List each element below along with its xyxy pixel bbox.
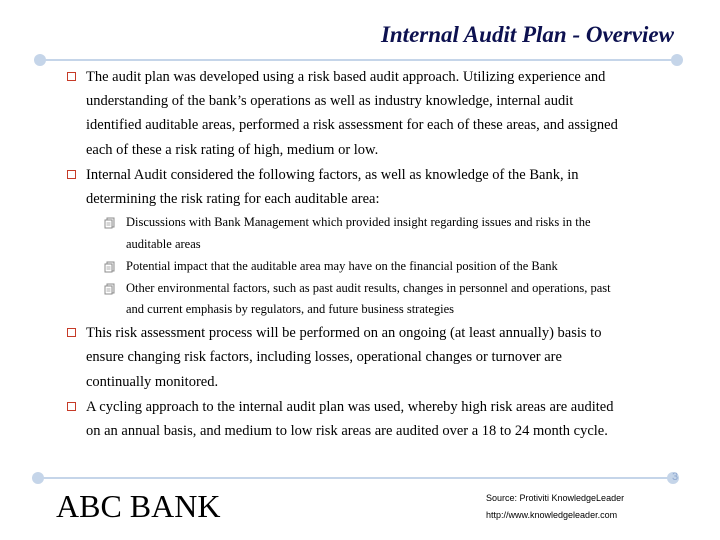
bullet-item <box>64 321 624 394</box>
bullet-item <box>64 163 624 211</box>
sub-bullet-item <box>64 212 624 256</box>
bullet-item <box>64 65 624 162</box>
square-bullet-icon <box>67 402 76 411</box>
square-bullet-icon <box>67 328 76 337</box>
bullet-item <box>64 395 624 443</box>
bottom-divider <box>38 477 670 479</box>
top-left-dot <box>34 54 46 66</box>
top-divider <box>40 59 676 61</box>
document-bullet-icon <box>104 283 116 295</box>
sub-bullet-item <box>64 278 624 322</box>
bullet-text: The audit plan was developed using a risk based audit approach. Utilizing experience and understanding of the bank’s operations as well as industry knowledge, internal audit identified auditable areas, performed a risk assessment for each of these areas, and assigned each of these a risk rating of high, medium or low. <box>86 69 618 158</box>
bullet-text: A cycling approach to the internal audit plan was used, whereby high risk areas are audited on an annual basis, and medium to low risk areas are audited over a 18 to 24 month cycle. <box>86 398 614 440</box>
source-url: http://www.knowledgeleader.com <box>486 510 618 520</box>
slide-title: Internal Audit Plan - Overview <box>380 22 674 47</box>
square-bullet-icon <box>67 170 76 179</box>
bullet-text: Internal Audit considered the following factors, as well as knowledge of the Bank, in determining the risk rating for each auditable area: <box>86 166 579 208</box>
bottom-left-dot <box>32 472 44 484</box>
sub-bullet-text: Discussions with Bank Management which provided insight regarding issues and risks in the auditable areas <box>126 215 591 252</box>
sub-bullet-text: Potential impact that the auditable area may have on the financial position of the Bank <box>126 258 558 273</box>
source-note: Source: Protiviti KnowledgeLeader <box>486 493 625 503</box>
document-bullet-icon <box>104 217 116 229</box>
top-right-dot <box>671 54 683 66</box>
page-number: 3 <box>672 471 679 483</box>
bullet-list <box>64 65 624 444</box>
bullet-text: This risk assessment process will be performed on an ongoing (at least annually) basis to ensure changing risk factors, including losses, operational changes or turnover are continually monitored. <box>86 325 602 390</box>
sub-bullet-item <box>64 256 624 278</box>
square-bullet-icon <box>67 72 76 81</box>
bank-name: ABC BANK <box>56 488 221 524</box>
document-bullet-icon <box>104 261 116 273</box>
sub-bullet-text: Other environmental factors, such as past audit results, changes in personnel and operations, past and current emphasis by regulators, and future business strategies <box>126 280 611 317</box>
